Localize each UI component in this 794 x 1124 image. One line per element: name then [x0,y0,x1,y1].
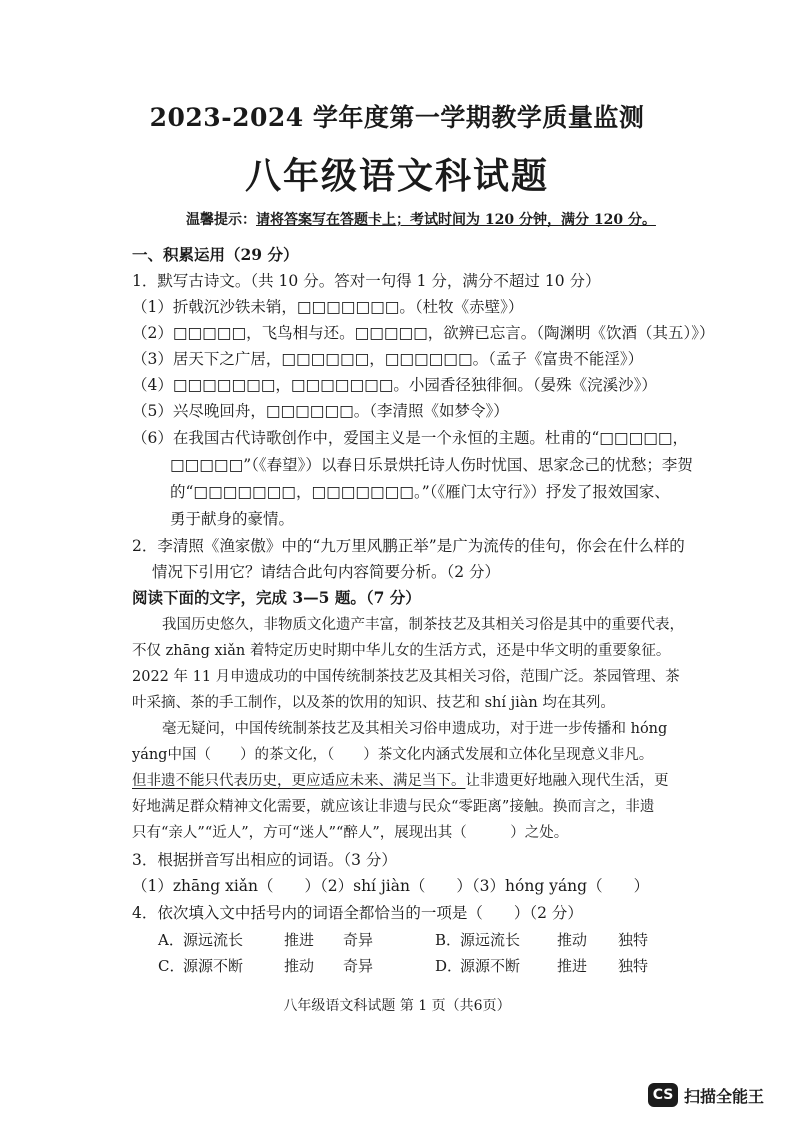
para1-line4: 叶采摘、茶的手工制作，以及茶的饮用的知识、技艺和 shí jiàn 均在其列。 [132,695,615,711]
q1-intro: 1．默写古诗文。（共 10 分。答对一句得 1 分，满分不超过 10 分） [132,272,601,290]
option-word: 独特 [618,957,649,975]
option-word: 源源不断 [460,957,521,975]
tip-label: 温馨提示： [186,212,256,228]
q1-item-5: （5）兴尽晚回舟，□□□□□□。（李清照《如梦令》） [132,402,509,420]
option-word: 推进 [284,931,315,949]
para1-line2: 不仅 zhāng xiǎn 着特定历史时期中华儿女的生活方式，还是中华文明的重要象征。 [132,643,671,659]
para1-line3: 2022 年 11 月申遗成功的中国传统制茶技艺及其相关习俗，范围广泛。茶园管理、茶 [132,669,680,685]
camscanner-logo-icon: CS [648,1083,678,1107]
para1-line1: 我国历史悠久，非物质文化遗产丰富，制茶技艺及其相关习俗是其中的重要代表， [162,617,684,633]
option-word: 源远流长 [183,931,244,949]
camscanner-label: 扫描全能王 [684,1087,765,1106]
q3-text: 3．根据拼音写出相应的词语。（3 分） [132,851,397,869]
underlined-sentence: 但非遗不能只代表历史，更应适应未来、满足当下。 [132,773,466,789]
q1-item-6-line4: 勇于献身的豪情。 [170,510,295,528]
para2-line1: 毫无疑问，中国传统制茶技艺及其相关习俗申遗成功，对于进一步传播和 hóng [162,721,668,737]
section1-heading: 一、积累运用（29 分） [132,245,299,264]
option-word: 奇异 [343,931,374,949]
option-word: 源远流长 [460,931,521,949]
exam-tip [186,209,656,229]
q2-line1: 2．李清照《渔家傲》中的“九万里风鹏正举”是广为流传的佳句，你会在什么样的 [132,537,685,555]
option-word: 推动 [557,931,588,949]
para2-line4: 好地满足群众精神文化需要，就应该让非遗与民众“零距离”接触。换而言之，非遗 [132,799,655,815]
option-word: 推动 [284,957,315,975]
option-word: 独特 [618,931,649,949]
q2-line2: 情况下引用它？请结合此句内容简要分析。（2 分） [152,563,501,581]
q1-item-6-line1: （6）在我国古代诗歌创作中，爱国主义是一个永恒的主题。杜甫的“□□□□□， [132,429,689,447]
q4-text: 4．依次填入文中括号内的词语全都恰当的一项是（ ）（2 分） [132,904,583,922]
option-letter: D． [435,957,463,975]
option-letter: A． [158,931,184,949]
para2-line5: 只有“亲人”“近人”，方可“迷人”“醉人”，展现出其（ ）之处。 [132,825,569,841]
q1-item-6-line2: □□□□□”（《春望》）以春日乐景烘托诗人伤时忧国、思家念己的忧愁；李贺 [170,456,693,474]
option-letter: B． [435,931,462,949]
q3-items: （1）zhāng xiǎn（ ）（2）shí jiàn（ ）（3）hóng yáng（ ） [132,877,650,895]
option-word: 奇异 [343,957,374,975]
para2-line2: yáng中国（ ）的茶文化，（ ）茶文化内涵式发展和立体化呈现意义非凡。 [132,747,654,763]
exam-title: 2023-2024 学年度第一学期教学质量监测 [149,103,645,132]
option-word: 源源不断 [183,957,244,975]
tip-text: 请将答案写在答题卡上；考试时间为 120 分钟，满分 120 分。 [256,212,656,228]
option-word: 推进 [557,957,588,975]
q1-item-1: （1）折戟沉沙铁未销，□□□□□□□。（杜牧《赤壁》） [132,298,524,316]
para2-line3 [132,771,669,791]
reading-heading: 阅读下面的文字，完成 3—5 题。（7 分） [132,588,421,607]
option-letter: C． [158,957,185,975]
q1-item-6-line3: 的“□□□□□□□，□□□□□□□。”（《雁门太守行》）抒发了报效国家、 [170,483,670,501]
q1-item-4: （4）□□□□□□□，□□□□□□□。小园香径独徘徊。（晏殊《浣溪沙》） [132,376,657,394]
para2-line3-rest: 让非遗更好地融入现代生活，更 [465,773,669,789]
q1-item-2: （2）□□□□□，飞鸟相与还。□□□□□，欲辨已忘言。（陶渊明《饮酒（其五）》） [132,324,715,342]
page-footer: 八年级语文科试题 第 1 页（共6页） [283,998,511,1014]
exam-subtitle: 八年级语文科试题 [244,155,549,197]
q1-item-3: （3）居天下之广居，□□□□□□，□□□□□□。（孟子《富贵不能淫》） [132,350,644,368]
